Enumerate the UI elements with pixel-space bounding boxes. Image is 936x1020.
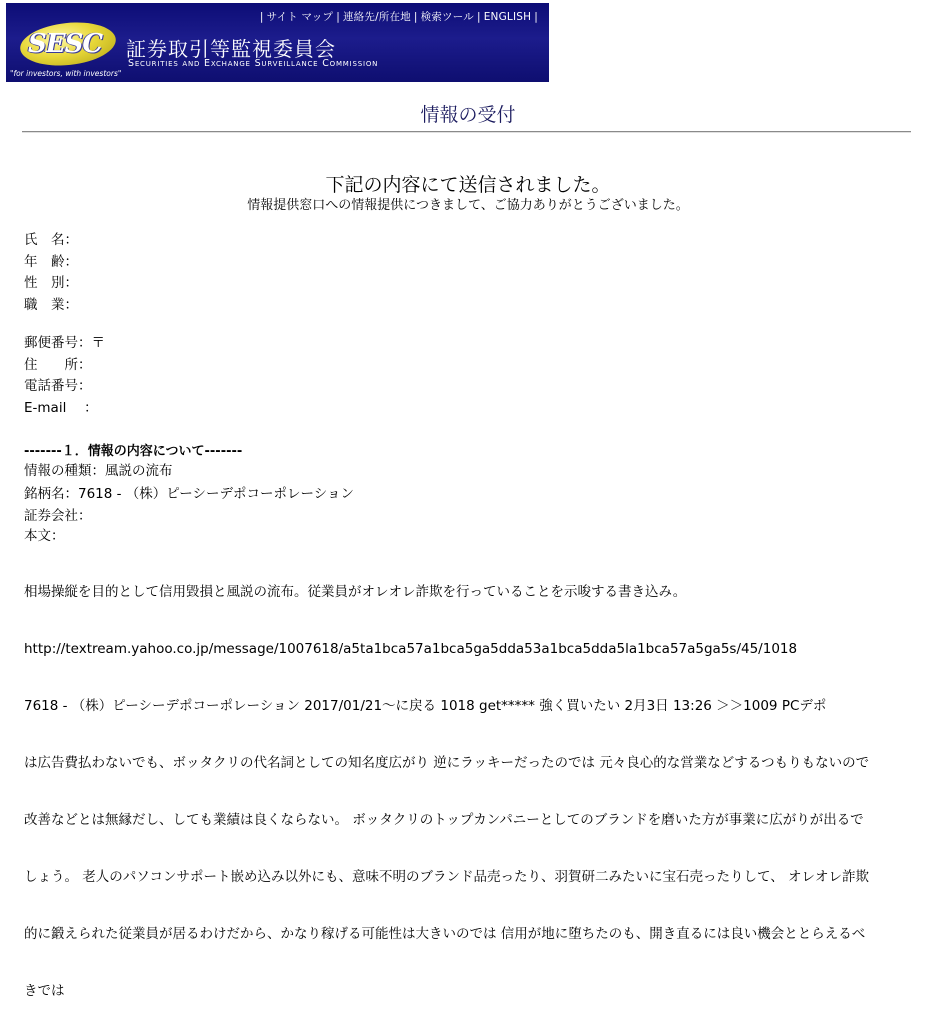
sitemap-link[interactable]: サイト マップ [266, 11, 334, 23]
info-details [24, 460, 354, 528]
gender-field: 性 別： [24, 275, 78, 291]
email-field: E-mail ： [24, 399, 98, 416]
body-line: 的に鍛えられた従業員が居るわけだから、かなり稼げる可能性は大きいのでは 信用が地に堕ちたのも、開き直るには良い機会ととらえるべ [24, 926, 866, 942]
confirmation-title: 下記の内容にて送信されました。 [325, 174, 611, 196]
contact-info [24, 333, 105, 419]
body-label: 本文： [24, 528, 65, 544]
body-line: 相場操縦を目的として信用毀損と風説の流布。従業員がオレオレ詐欺を行っていることを示唆する書き込み。 [24, 584, 687, 600]
header-banner [6, 3, 549, 82]
body-line: は広告費払わないでも、ボッタクリの代名詞としての知名度広がり 逆にラッキーだったのでは 元々良心的な営業などするつもりもないので [24, 755, 870, 771]
name-field: 氏 名： [24, 232, 78, 248]
body-label-wrap [24, 527, 65, 545]
search-tools-link[interactable]: 検索ツール [420, 11, 474, 23]
section-heading: -------１．情報の内容について------- [24, 444, 243, 459]
body-text [24, 545, 916, 1020]
body-line: きでは [24, 983, 65, 999]
stock-name: 銘柄名：7618 - （株）ピーシーデポコーポレーション [24, 485, 354, 502]
sesc-logo[interactable] [12, 21, 116, 71]
occupation-field: 職 業： [24, 296, 78, 313]
body-line: http://textream.yahoo.co.jp/message/1007618/a5ta1bca57a1bca5ga5dda53a1bca5dda5la1bca57a5ga5s/45/1018 [24, 641, 798, 657]
contact-link[interactable]: 連絡先/所在地 [342, 11, 411, 23]
body-line: 7618 - （株）ピーシーデポコーポレーション 2017/01/21～に戻る 1018 get***** 強く買いたい 2月3日 13:26 ＞＞1009 PCデポ [24, 698, 827, 714]
org-name-en: Securities and Exchange Surveillance Commission [128, 58, 379, 69]
logo-tagline: "for investors, with investors" [10, 69, 122, 78]
postal-code-field: 郵便番号：〒 [24, 335, 105, 351]
body-line: しょう。 老人のパソコンサポート嵌め込み以外にも、意味不明のブランド品売ったり、羽賀研二みたいに宝石売ったりして、 オレオレ詐欺 [24, 869, 870, 885]
phone-field: 電話番号： [24, 378, 92, 394]
header-links: | サイト マップ | 連絡先/所在地 | 検索ツール | ENGLISH | [259, 11, 538, 23]
org-name-jp: 証券取引等監視委員会 [126, 37, 336, 61]
address-field: 住 所： [24, 356, 92, 373]
body-line: 改善などとは無縁だし、しても業績は良くならない。 ボッタクリのトップカンパニーとしてのブランドを磨いた方が事業に広がりが出るで [24, 812, 864, 828]
divider [22, 131, 911, 133]
personal-info [24, 230, 78, 316]
securities-company: 証券会社： [24, 508, 92, 524]
info-type: 情報の種類：風説の流布 [24, 463, 173, 479]
age-field: 年 齢： [24, 253, 78, 270]
english-link[interactable]: ENGLISH [483, 11, 532, 23]
confirmation-subtitle: 情報提供窓口への情報提供につきまして、ご協力ありがとうございました。 [247, 198, 689, 213]
page-title: 情報の受付 [420, 104, 516, 126]
logo-text: SESC [28, 29, 103, 59]
